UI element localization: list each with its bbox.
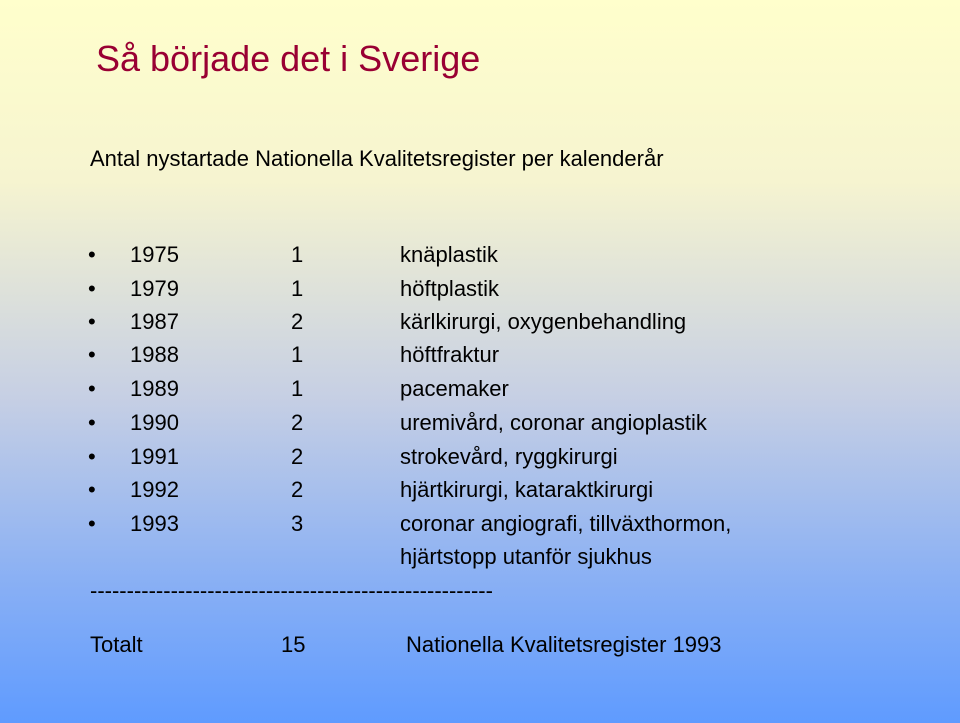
total-description: Nationella Kvalitetsregister 1993 <box>406 632 722 657</box>
register-name-continuation: hjärtstopp utanför sjukhus <box>400 544 652 569</box>
count: 2 <box>291 444 304 469</box>
count: 1 <box>291 242 304 267</box>
slide-subtitle: Antal nystartade Nationella Kvalitetsregister per kalenderår <box>90 146 664 171</box>
bullet-icon: • <box>88 342 96 367</box>
list-item <box>0 276 960 306</box>
count: 2 <box>291 309 304 334</box>
year: 1975 <box>130 242 179 267</box>
count: 1 <box>291 276 304 301</box>
year: 1988 <box>130 342 179 367</box>
divider: ------------------------------------------------------- <box>90 578 493 603</box>
slide-title: Så började det i Sverige <box>96 38 481 79</box>
count: 1 <box>291 376 304 401</box>
count: 1 <box>291 342 304 367</box>
count: 3 <box>291 511 304 536</box>
year: 1991 <box>130 444 179 469</box>
register-name: uremivård, coronar angioplastik <box>400 410 707 435</box>
list-item <box>0 444 960 474</box>
register-name: pacemaker <box>400 376 509 401</box>
total-count: 15 <box>281 632 306 657</box>
register-name: coronar angiografi, tillväxthormon, <box>400 511 732 536</box>
year: 1992 <box>130 477 179 502</box>
year: 1989 <box>130 376 179 401</box>
count: 2 <box>291 410 304 435</box>
bullet-icon: • <box>88 511 96 536</box>
list-item <box>0 242 960 272</box>
count: 2 <box>291 477 304 502</box>
list-item <box>0 410 960 440</box>
bullet-icon: • <box>88 444 96 469</box>
year: 1993 <box>130 511 179 536</box>
register-name: knäplastik <box>400 242 498 267</box>
register-name: kärlkirurgi, oxygenbehandling <box>400 309 687 334</box>
bullet-icon: • <box>88 376 96 401</box>
bullet-icon: • <box>88 477 96 502</box>
list-item <box>0 342 960 372</box>
bullet-icon: • <box>88 410 96 435</box>
year: 1990 <box>130 410 179 435</box>
bullet-icon: • <box>88 309 96 334</box>
list-item <box>0 376 960 406</box>
bullet-icon: • <box>88 242 96 267</box>
year: 1979 <box>130 276 179 301</box>
list-item <box>0 511 960 541</box>
register-name: strokevård, ryggkirurgi <box>400 444 618 469</box>
list-item <box>0 309 960 339</box>
register-name: höftfraktur <box>400 342 500 367</box>
register-name: hjärtkirurgi, kataraktkirurgi <box>400 477 654 502</box>
list-item <box>0 477 960 507</box>
total-label: Totalt <box>90 632 143 657</box>
year: 1987 <box>130 309 179 334</box>
register-name: höftplastik <box>400 276 500 301</box>
bullet-icon: • <box>88 276 96 301</box>
